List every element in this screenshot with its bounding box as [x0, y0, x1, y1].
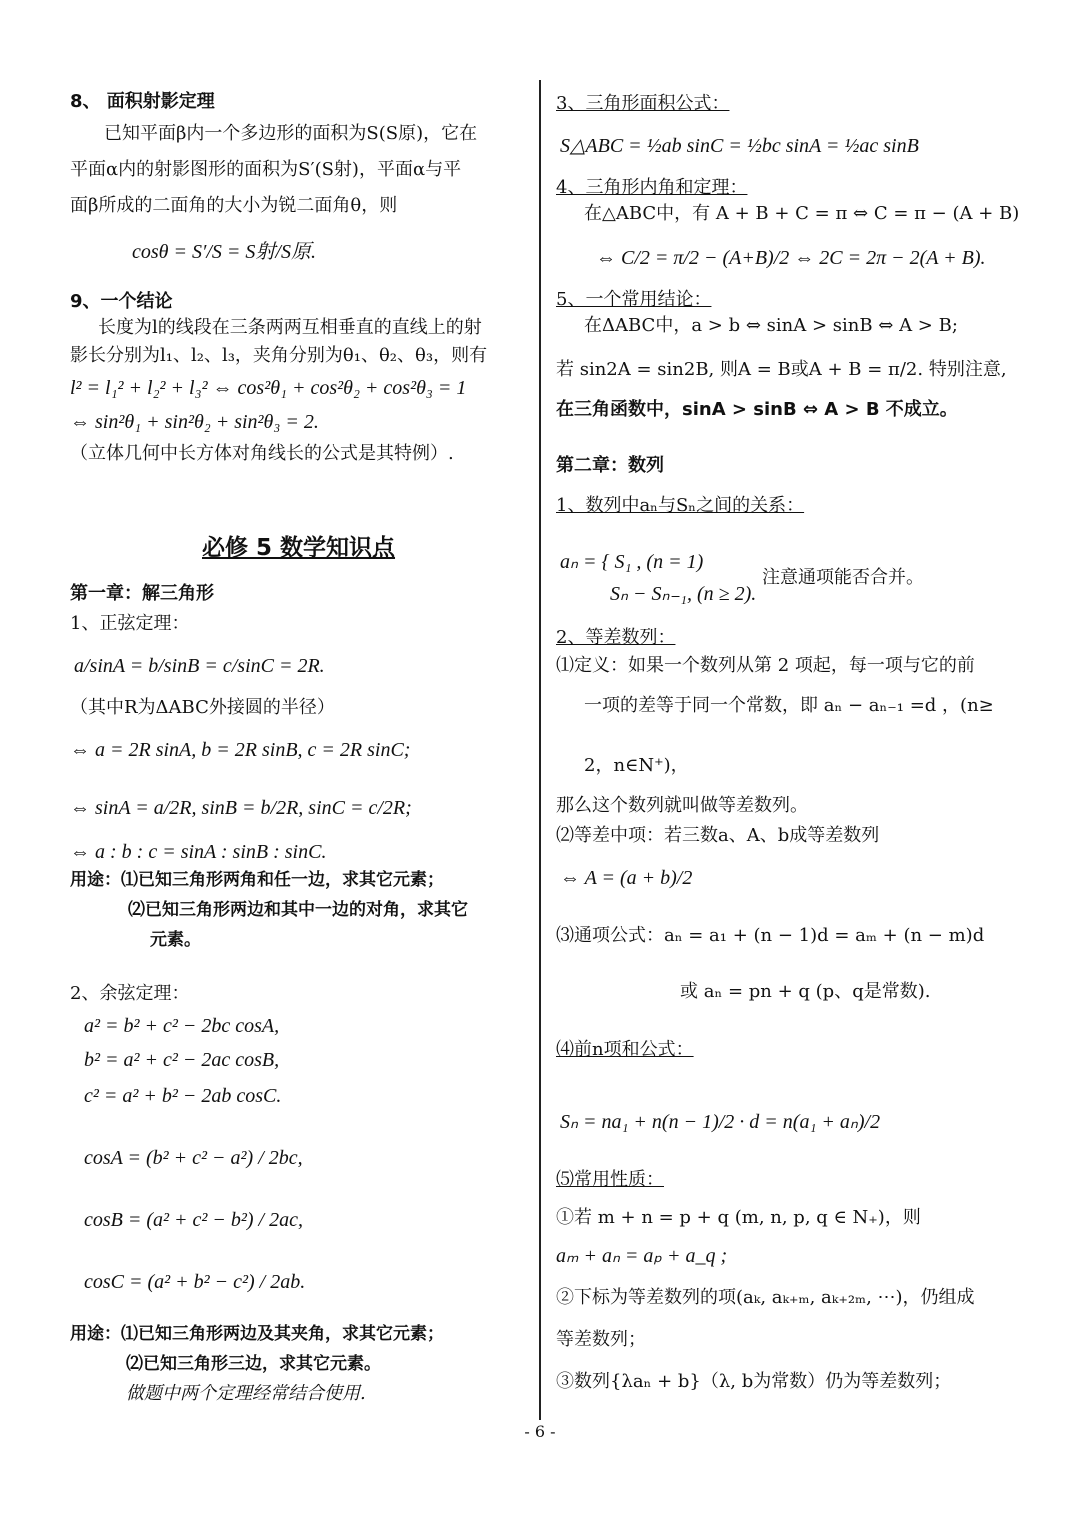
formula: ⇔ C/2 = π/2 − (A+B)/2 ⇔ 2C = 2π − 2(A + B).	[596, 247, 986, 269]
section-9-title: 9、一个结论	[70, 291, 173, 312]
text-line: 已知平面β内一个多边形的面积为S(S原)，它在	[104, 123, 478, 144]
angle-sum-title: 4、三角形内角和定理：	[556, 177, 748, 198]
area-formula-title: 3、三角形面积公式：	[556, 93, 730, 114]
text-line: 2，n∈N⁺)，	[584, 755, 689, 776]
formula: l² = l₁² + l₂² + l₃² ⇔ cos²θ₁ + cos²θ₂ + cos²θ₃ = 1	[70, 377, 467, 399]
note: （其中R为ΔABC外接圆的半径）	[70, 697, 335, 718]
text-line: 或 aₙ = pn + q (p、q是常数).	[680, 981, 931, 1002]
column-divider	[539, 80, 541, 1420]
text-line: 若 sin2A = sin2B, 则A = B或A + B = π/2. 特别注意,	[556, 359, 1007, 380]
formula: ⇔ sin²θ₁ + sin²θ₂ + sin²θ₃ = 2.	[70, 411, 319, 433]
cosine-theorem-title: 2、余弦定理：	[70, 983, 190, 1004]
text-line: ⑶通项公式：aₙ = a₁ + (n − 1)d = aₘ + (n − m)d	[556, 925, 985, 946]
text-line: ⑴定义：如果一个数列从第 2 项起，每一项与它的前	[556, 655, 975, 676]
formula: aₙ = { S₁ , (n = 1)	[560, 551, 704, 573]
formula: cosB = (a² + c² − b²) / 2ac,	[84, 1209, 303, 1231]
sequence-relation-title: 1、数列中aₙ与Sₙ之间的关系：	[556, 495, 805, 516]
text-line: 在ΔABC中，a > b ⇔ sinA > sinB ⇔ A > B;	[584, 315, 958, 336]
text-line: ②下标为等差数列的项(aₖ, aₖ₊ₘ, aₖ₊₂ₘ, ⋯)，仍组成	[556, 1287, 975, 1308]
text-line: 面β所成的二面角的大小为锐二面角θ，则	[70, 195, 398, 216]
text-line: 在△ABC中，有 A + B + C = π ⇔ C = π − (A + B)	[584, 203, 1020, 224]
text-line: 在三角函数中，sinA > sinB ⇔ A > B 不成立。	[556, 399, 958, 420]
note: 注意通项能否合并。	[762, 567, 924, 588]
note: 做题中两个定理经常结合使用.	[126, 1383, 366, 1404]
formula: ⇔ a = 2R sinA, b = 2R sinB, c = 2R sinC;	[70, 739, 411, 761]
formula: ⇔ a : b : c = sinA : sinB : sinC.	[70, 841, 327, 863]
text-line: 影长分别为l₁、l₂、l₃，夹角分别为θ₁、θ₂、θ₃，则有	[70, 345, 488, 366]
section-8-title: 8、 面积射影定理	[70, 91, 215, 112]
formula: a² = b² + c² − 2bc cosA,	[84, 1015, 280, 1037]
formula: ⇔ sinA = a/2R, sinB = b/2R, sinC = c/2R;	[70, 797, 412, 819]
text-line: 一项的差等于同一个常数，即 aₙ − aₙ₋₁ =d ，(n≥	[584, 695, 994, 716]
sine-theorem-title: 1、正弦定理：	[70, 613, 190, 634]
note: （立体几何中长方体对角线长的公式是其特例）.	[70, 443, 454, 464]
usage-line: 用途：⑴已知三角形两边及其夹角，求其它元素；	[70, 1324, 444, 1344]
text-line: ①若 m + n = p + q (m, n, p, q ∈ N₊)，则	[556, 1207, 921, 1228]
formula: b² = a² + c² − 2ac cosB,	[84, 1049, 280, 1071]
formula: ⇔ A = (a + b)/2	[560, 867, 693, 889]
usage-line: 元素。	[150, 930, 201, 950]
usage-line: ⑵已知三角形两边和其中一边的对角，求其它	[128, 900, 468, 920]
text-line: 那么这个数列就叫做等差数列。	[556, 795, 808, 816]
page-title: 必修 5 数学知识点	[202, 535, 396, 561]
text-line: 等差数列；	[556, 1329, 646, 1350]
text-line: 平面α内的射影图形的面积为S′(S射)，平面α与平	[70, 159, 462, 180]
formula: cosA = (b² + c² − a²) / 2bc,	[84, 1147, 303, 1169]
formula: Sₙ − Sₙ₋₁, (n ≥ 2).	[610, 583, 757, 605]
formula: a/sinA = b/sinB = c/sinC = 2R.	[74, 655, 325, 677]
formula: c² = a² + b² − 2ab cosC.	[84, 1085, 282, 1107]
formula: aₘ + aₙ = aₚ + a_q ;	[556, 1245, 728, 1267]
page-number: - 6 -	[524, 1422, 556, 1441]
usage-line: 用途：⑴已知三角形两角和任一边，求其它元素；	[70, 870, 444, 890]
sum-formula-title: ⑷前n项和公式：	[556, 1039, 694, 1060]
chapter-title: 第一章：解三角形	[70, 583, 214, 604]
formula: cosC = (a² + b² − c²) / 2ab.	[84, 1271, 306, 1293]
formula: Sₙ = na₁ + n(n − 1)/2 · d = n(a₁ + aₙ)/2	[560, 1111, 881, 1133]
text-line: ⑵等差中项：若三数a、A、b成等差数列	[556, 825, 880, 846]
text-line: ③数列{λaₙ + b}（λ, b为常数）仍为等差数列；	[556, 1371, 952, 1392]
formula: cosθ = S′/S = S射/S原.	[132, 241, 316, 263]
properties-title: ⑸常用性质：	[556, 1169, 664, 1190]
usage-line: ⑵已知三角形三边，求其它元素。	[126, 1354, 381, 1374]
common-result-title: 5、一个常用结论：	[556, 289, 712, 310]
chapter-title: 第二章：数列	[556, 455, 664, 476]
arithmetic-sequence-title: 2、等差数列：	[556, 627, 676, 648]
text-line: 长度为l的线段在三条两两互相垂直的直线上的射	[98, 317, 482, 338]
formula: S△ABC = ½ab sinC = ½bc sinA = ½ac sinB	[560, 135, 919, 157]
